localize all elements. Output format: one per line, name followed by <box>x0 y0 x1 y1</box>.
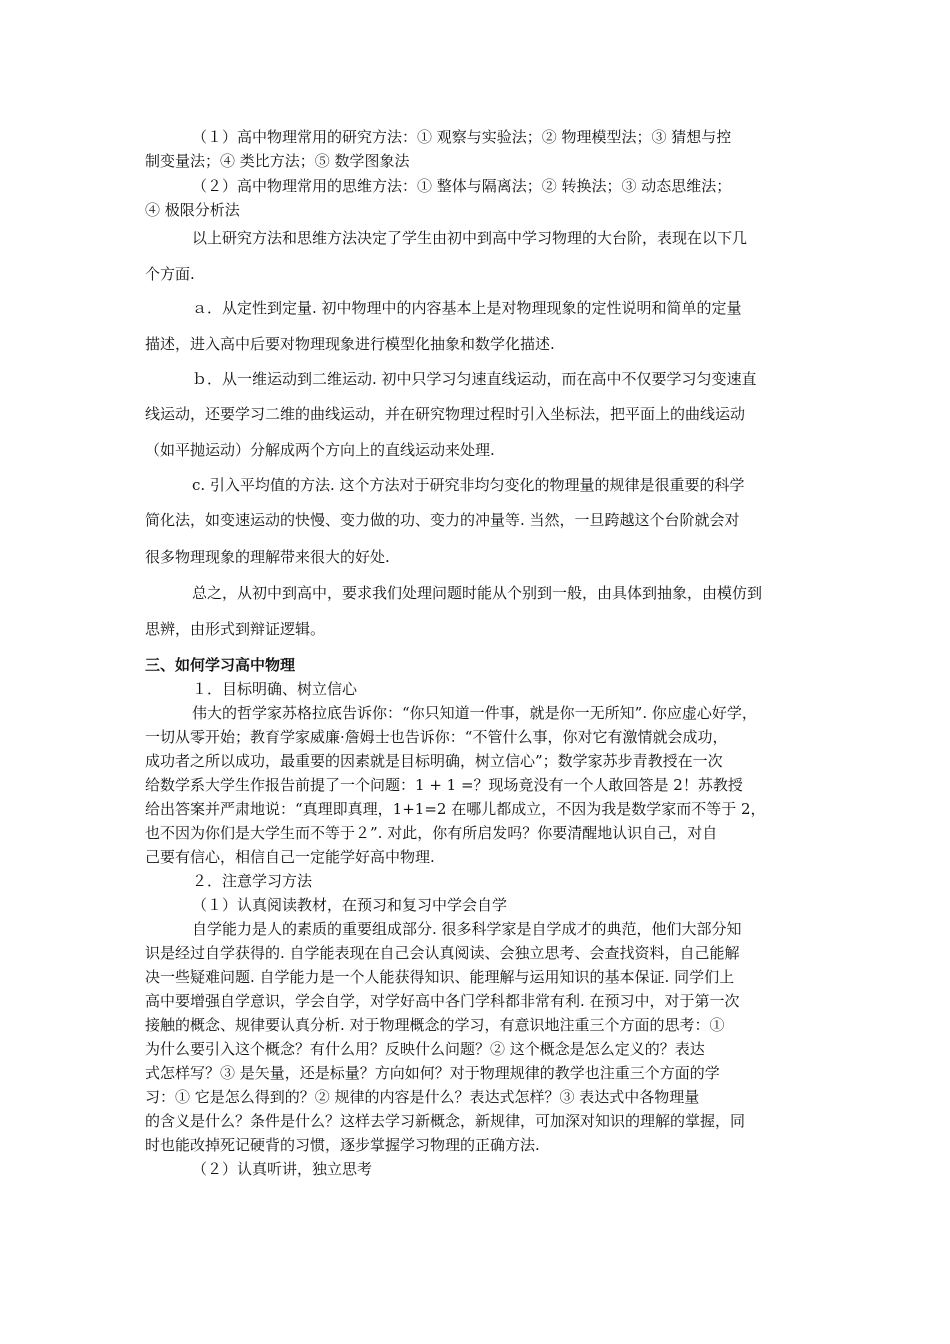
text-line: 决一些疑难问题. 自学能力是一个人能获得知识、能理解与运用知识的基本保证. 同学们上 <box>145 968 735 986</box>
text-line: 时也能改掉死记硬背的习惯，逐步掌握学习物理的正确方法. <box>145 1136 540 1154</box>
subsection-heading: １．目标明确、树立信心 <box>192 680 358 698</box>
text-line: 高中要增强自学意识，学会自学，对学好高中各门学科都非常有利. 在预习中，对于第一次 <box>145 992 740 1010</box>
text-line: 成功者之所以成功，最重要的因素就是目标明确，树立信心”；数学家苏步青教授在一次 <box>145 752 723 770</box>
text-line: （２）高中物理常用的思维方法：① 整体与隔离法；② 转换法；③ 动态思维法； <box>192 177 732 195</box>
text-line: ａ．从定性到定量. 初中物理中的内容基本上是对物理现象的定性说明和简单的定量 <box>192 299 742 317</box>
text-line: 为什么要引入这个概念？有什么用？反映什么问题？② 这个概念是怎么定义的？表达 <box>145 1040 705 1058</box>
text-line: 个方面. <box>145 265 195 283</box>
text-line: 以上研究方法和思维方法决定了学生由初中到高中学习物理的大台阶，表现在以下几 <box>192 229 748 247</box>
text-line: 识是经过自学获得的. 自学能表现在自己会认真阅读、会独立思考、会查找资料，自己能解 <box>145 944 740 962</box>
text-line: 给数学系大学生作报告前提了一个问题：1 + 1 =？现场竟没有一个人敢回答是 2！苏教授 <box>145 776 743 794</box>
text-line: 制变量法；④ 类比方法；⑤ 数学图象法 <box>145 152 410 170</box>
text-line: 伟大的哲学家苏格拉底告诉你：“你只知道一件事，就是你一无所知”. 你应虚心好学， <box>192 704 757 722</box>
text-line: c. 引入平均值的方法. 这个方法对于研究非均匀变化的物理量的规律是很重要的科学 <box>192 476 745 494</box>
text-line: 给出答案并严肃地说：“真理即真理，1+1=2 在哪儿都成立，不因为我是数学家而不等于 2， <box>145 800 766 818</box>
text-line: 接触的概念、规律要认真分析. 对于物理概念的学习，有意识地注重三个方面的思考：① <box>145 1016 725 1034</box>
text-line: （如平抛运动）分解成两个方向上的直线运动来处理. <box>145 441 495 459</box>
text-line: 思辨，由形式到辩证逻辑。 <box>145 620 326 638</box>
text-line: 式怎样写？③ 是矢量，还是标量？方向如何？对于物理规律的教学也注重三个方面的学 <box>145 1064 720 1082</box>
text-line: 简化法，如变速运动的快慢、变力做的功、变力的冲量等. 当然，一旦跨越这个台阶就会对 <box>145 511 740 529</box>
text-line: 很多物理现象的理解带来很大的好处. <box>145 548 390 566</box>
text-line: 习：① 它是怎么得到的？② 规律的内容是什么？表达式怎样？③ 表达式中各物理量 <box>145 1088 700 1106</box>
text-line: 描述，进入高中后要对物理现象进行模型化抽象和数学化描述. <box>145 335 555 353</box>
text-line: 线运动，还要学习二维的曲线运动，并在研究物理过程时引入坐标法，把平面上的曲线运动 <box>145 405 746 423</box>
section-heading: 三、如何学习高中物理 <box>145 656 296 674</box>
text-line: ｂ．从一维运动到二维运动. 初中只学习匀速直线运动，而在高中不仅要学习匀变速直 <box>192 370 757 388</box>
subsection-heading: （２）认真听讲，独立思考 <box>192 1160 373 1178</box>
text-line: 自学能力是人的素质的重要组成部分. 很多科学家是自学成才的典范，他们大部分知 <box>192 920 742 938</box>
text-line: 己要有信心，相信自己一定能学好高中物理. <box>145 848 435 866</box>
text-line: 的含义是什么？条件是什么？这样去学习新概念，新规律，可加深对知识的理解的掌握，同 <box>145 1112 746 1130</box>
subsection-heading: （１）认真阅读教材，在预习和复习中学会自学 <box>192 896 508 914</box>
text-line: 也不因为你们是大学生而不等于２”. 对此，你有所启发吗？你要清醒地认识自己，对自 <box>145 824 718 842</box>
text-line: 总之，从初中到高中，要求我们处理问题时能从个别到一般，由具体到抽象，由模仿到 <box>192 584 763 602</box>
text-line: （１）高中物理常用的研究方法：① 观察与实验法；② 物理模型法；③ 猜想与控 <box>192 128 732 146</box>
text-line: ④ 极限分析法 <box>145 201 240 219</box>
subsection-heading: ２．注意学习方法 <box>192 872 313 890</box>
text-line: 一切从零开始；教育学家威廉·詹姆士也告诉你：“不管什么事，你对它有激情就会成功， <box>145 728 728 746</box>
